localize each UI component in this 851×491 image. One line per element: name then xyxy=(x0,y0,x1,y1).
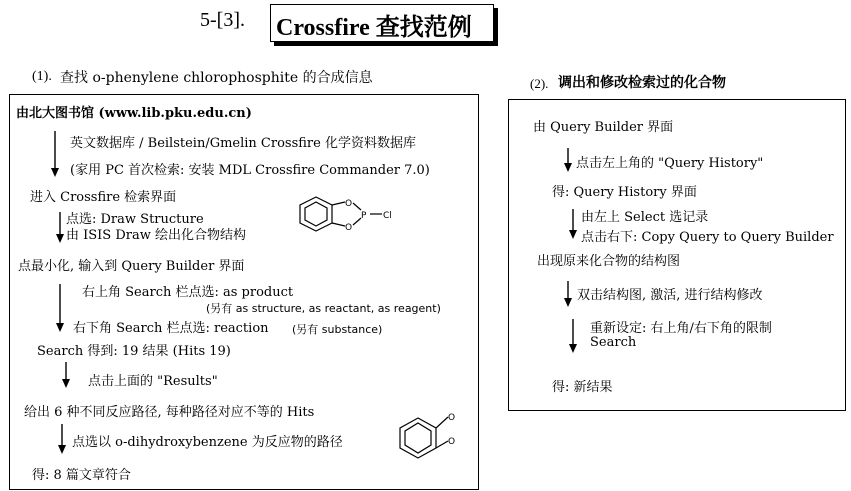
left-step-7: 点最小化, 输入到 Query Builder 界面 xyxy=(18,259,245,274)
right-step-10: 得: 新结果 xyxy=(552,380,613,395)
left-step-11: 点击上面的 "Results" xyxy=(88,374,218,389)
left-step-2: 英文数据库 / Beilstein/Gmelin Crossfire 化学资料数据库 xyxy=(70,136,416,151)
right-step-6: 出现原来化合物的结构图 xyxy=(537,254,681,269)
left-step-10: Search 得到: 19 结果 (Hits 19) xyxy=(37,344,231,359)
mol1-atom-cl: Cl xyxy=(383,211,392,221)
right-step-1: 由 Query Builder 界面 xyxy=(533,120,674,135)
right-step-3: 得: Query History 界面 xyxy=(552,185,697,200)
left-step-5: 点选: Draw Structure xyxy=(66,212,204,227)
right-step-5: 点击右下: Copy Query to Query Builder xyxy=(581,230,834,245)
left-step-4: 进入 Crossfire 检索界面 xyxy=(30,190,177,205)
mol1-atom-o2: O xyxy=(345,223,353,233)
right-step-2: 点击左上角的 "Query History" xyxy=(576,156,764,171)
left-step-12: 给出 6 种不同反应路径, 每种路径对应不等的 Hits xyxy=(24,405,315,420)
right-heading-number: (2). xyxy=(530,76,549,91)
right-step-4: 由左上 Select 选记录 xyxy=(581,210,709,225)
right-step-8: 重新设定: 右上角/右下角的限制 xyxy=(590,321,772,336)
left-step-8: 右上角 Search 栏点选: as product xyxy=(82,285,294,300)
section-number: 5-[3]. xyxy=(200,9,245,31)
left-step-9-note: (另有 substance) xyxy=(292,323,383,336)
mol1-atom-o1: O xyxy=(345,199,353,209)
mol2-atom-o1: O xyxy=(448,413,456,423)
left-heading-text: 查找 o-phenylene chlorophosphite 的合成信息 xyxy=(60,70,373,86)
mol1-atom-p: P xyxy=(361,211,367,221)
right-step-9: Search xyxy=(590,335,637,350)
left-step-9: 右下角 Search 栏点选: reaction xyxy=(73,321,269,336)
left-heading-number: (1). xyxy=(32,69,52,84)
left-step-3: (家用 PC 首次检索: 安装 MDL Crossfire Commander 7.0) xyxy=(70,163,430,178)
left-step-14: 得: 8 篇文章符合 xyxy=(32,468,131,483)
left-step-1: 由北大图书馆 (www.lib.pku.edu.cn) xyxy=(16,106,252,121)
left-step-6: 由 ISIS Draw 绘出化合物结构 xyxy=(66,228,246,243)
right-step-7: 双击结构图, 激活, 进行结构修改 xyxy=(577,288,763,303)
left-step-13: 点选以 o-dihydroxybenzene 为反应物的路径 xyxy=(72,435,343,450)
page-title: Crossfire 查找范例 xyxy=(276,15,472,41)
right-heading-text: 调出和修改检索过的化合物 xyxy=(558,75,726,91)
left-step-8-note: (另有 as structure, as reactant, as reagent) xyxy=(206,302,441,315)
mol2-atom-o2: O xyxy=(448,437,456,447)
